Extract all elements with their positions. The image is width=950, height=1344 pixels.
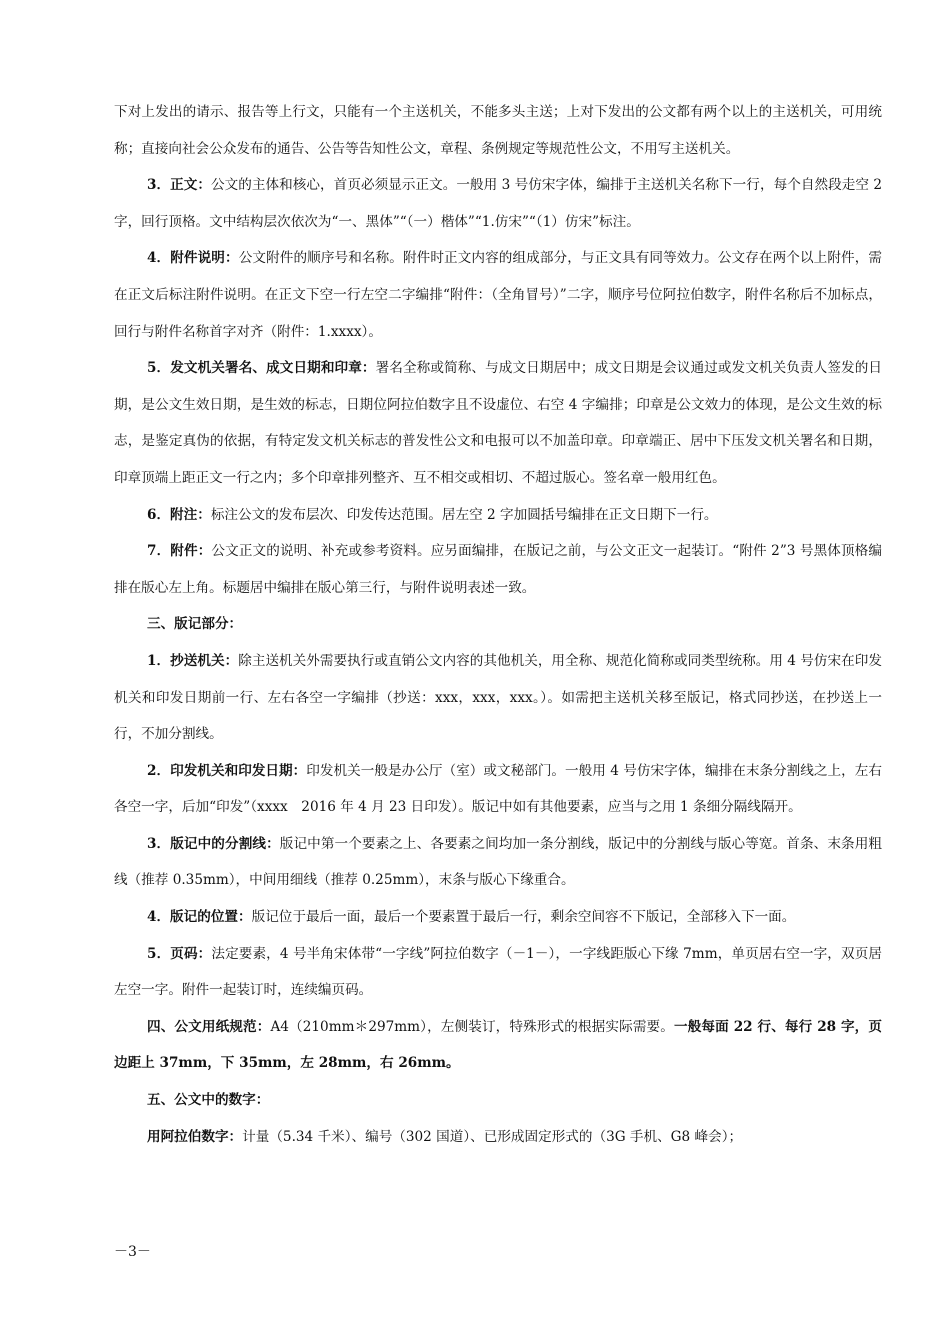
paragraph-text: 下对上发出的请示、报告等上行文，只能有一个主送机关，不能多头主送；上对下发出的公文都有两个以上的主送机关，可用统称；直接向社会公众发布的通告、公告等告知性公文，章程、条例规定等规范性公文，不用写主送机关。 xyxy=(114,104,882,157)
paragraph-attachment xyxy=(114,533,882,606)
paragraph-text: 公文的主体和核心，首页必须显示正文。一般用 3 号仿宋字体，编排于主送机关名称下一行，每个自然段走空 2 字，回行顶格。文中结构层次依次为“一、黑体”“（一）楷体”“1.仿宋”“（1）仿宋”标注。 xyxy=(114,177,882,230)
paragraph-colophon-position xyxy=(114,899,882,936)
paragraph-text: 署名全称或简称、与成文日期居中；成文日期是会议通过或发文机关负责人签发的日期，是公文生效日期，是生效的标志，日期位阿拉伯数字且不设虚位、右空 4 字编排；印章是公文效力的体现，是公文生效的标志，是鉴定真伪的依据，有特定发文机关标志的普发性公文和电报可以不加盖印章。印章端正、居中下压发文机关署名和日期，印章顶端上距正文一行之内；多个印章排列整齐、互不相交或相切、不超过版心。签名章一般用红色。 xyxy=(114,360,882,486)
paragraph-text: 印发机关一般是办公厅（室）或文秘部门。一般用 4 号仿宋字体，编排在末条分割线之上，左右各空一字，后加“印发”（xxxx 2016 年 4 月 23 日印发）。版记中如有其他要素，应当与之用 1 条细分隔线隔开。 xyxy=(114,762,882,816)
paragraph-heading: 3．正文： xyxy=(147,177,212,194)
paragraph-text: 法定要素，4 号半角宋体带“一字线”阿拉伯数字（－1－），一字线距版心下缘 7mm，单页居右空一字，双页居左空一字。附件一起装订时，连续编页码。 xyxy=(114,945,882,999)
paragraph-heading: 用阿拉伯数字： xyxy=(147,1128,243,1145)
paragraph-text: 标注公文的发布层次、印发传达范围。居左空 2 字加圆括号编排在正文日期下一行。 xyxy=(210,506,718,523)
paragraph-text: 版记位于最后一面，最后一个要素置于最后一行，剩余空间容不下版记，全部移入下一面。 xyxy=(251,909,796,926)
section-heading: 四、公文用纸规范： xyxy=(147,1018,271,1035)
section-heading-colophon xyxy=(114,606,882,643)
paragraph-attachment-note xyxy=(114,240,882,350)
paragraph-annotation xyxy=(114,497,882,534)
paragraph-heading: 5．页码： xyxy=(147,945,212,962)
paragraph-heading: 1．抄送机关： xyxy=(147,652,239,669)
paragraph-heading: 7．附件： xyxy=(147,543,212,560)
paragraph-cc-organs xyxy=(114,643,882,753)
paragraph-page-numbering xyxy=(114,936,882,1009)
section-heading-numbers xyxy=(114,1082,882,1119)
section-heading: 五、公文中的数字： xyxy=(147,1092,270,1109)
paragraph-main-text xyxy=(114,167,882,240)
paragraph-heading: 4．附件说明： xyxy=(147,250,239,267)
section-paper-spec xyxy=(114,1009,882,1082)
paragraph-text: A4（210mm＊297mm），左侧装订，特殊形式的根据实际需要。 xyxy=(270,1018,674,1035)
paragraph-heading: 4．版记的位置： xyxy=(147,909,252,926)
paragraph-text: 公文附件的顺序号和名称。附件时正文内容的组成部分，与正文具有同等效力。公文存在两个以上附件，需在正文后标注附件说明。在正文下空一行左空二字编排“附件：（全角冒号）”二字，顺序号位阿拉伯数字，附件名称后不加标点，回行与附件名称首字对齐（附件：1.xxxx）。 xyxy=(114,250,882,340)
paragraph-bold-tail: 一般每面 22 行、每行 28 字，页边距上 37mm，下 35mm，左 28mm，右 26mm。 xyxy=(114,1018,882,1072)
paragraph-text: 计量（5.34 千米）、编号（302 国道）、已形成固定形式的（3G 手机、G8 峰会）； xyxy=(242,1128,743,1145)
page-number: －3－ xyxy=(114,1244,151,1260)
paragraph-heading: 3．版记中的分割线： xyxy=(147,835,280,852)
paragraph-divider-lines xyxy=(114,826,882,899)
paragraph-heading: 5．发文机关署名、成文日期和印章： xyxy=(147,360,376,377)
paragraph-heading: 2．印发机关和印发日期： xyxy=(147,762,307,779)
paragraph-arabic-numerals xyxy=(114,1119,882,1156)
paragraph-text: 公文正文的说明、补充或参考资料。应另面编排，在版记之前，与公文正文一起装订。“附件 2”3 号黑体顶格编排在版心左上角。标题居中编排在版心第三行，与附件说明表述一致。 xyxy=(114,543,882,596)
paragraph-1 xyxy=(114,94,882,167)
paragraph-signature-date-seal xyxy=(114,350,882,496)
paragraph-text: 版记中第一个要素之上、各要素之间均加一条分割线，版记中的分割线与版心等宽。首条、末条用粗线（推荐 0.35mm），中间用细线（推荐 0.25mm），末条与版心下缘重合。 xyxy=(114,835,882,889)
document-body xyxy=(114,94,882,1155)
paragraph-text: 除主送机关外需要执行或直销公文内容的其他机关，用全称、规范化简称或同类型统称。用 4 号仿宋在印发机关和印发日期前一行、左右各空一字编排（抄送：xxx，xxx，xxx。）。如需把主送机关移至版记，格式同抄送，在抄送上一行，不加分割线。 xyxy=(114,652,882,743)
paragraph-heading: 6．附注： xyxy=(147,506,211,523)
section-heading: 三、版记部分： xyxy=(147,616,243,633)
paragraph-issuing-organ-date xyxy=(114,753,882,826)
